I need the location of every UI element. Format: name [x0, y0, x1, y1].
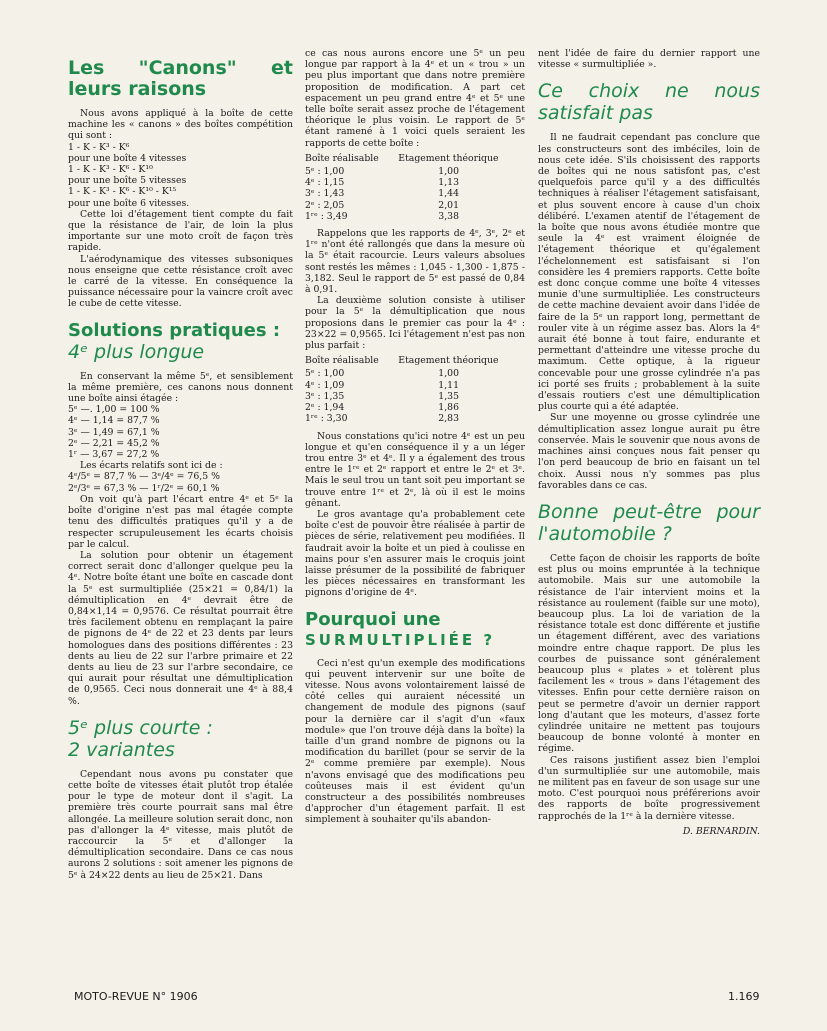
- heading-pourquoi-line1: Pourquoi une: [305, 608, 441, 630]
- table-cell: 1,35: [438, 390, 459, 402]
- heading-solutions-line1: Solutions pratiques :: [68, 319, 281, 341]
- heading-5e-plus-courte: [68, 717, 293, 761]
- formula-line: 1 - K - K³ - K⁶: [68, 141, 130, 153]
- paragraph: La solution pour obtenir un étagement correct serait donc d'allonger quelque peu la 4ᵉ. Notre boîte étant une boîte en cascade dont la 5ᵉ est surmultipliée (25×21 = 0,84/1) la démultiplication en 4ᵉ devrait être de 0,84×1,14 = 0,9576. Ce résultat pourrait être très facilement obtenu en remplaçant la paire de pignons de 4ᵉ de 22 et 23 dents par leurs homologues dans des positions différentes : 23 dents au lieu de 22 sur l'arbre primaire et 22 dents au lieu de 23 sur l'arbre secondaire, ce qui aurait pour résultat une démultiplication de 0,9565. Ceci nous donnerait une 4ᵉ à 88,4 %.: [68, 549, 293, 707]
- table-row: [305, 368, 525, 379]
- heading-5e-line2: 2 variantes: [68, 738, 175, 761]
- paragraph: Il ne faudrait cependant pas conclure que les constructeurs sont des imbéciles, loin de nous cete idée. S'ils choisissent des rapports de boîtes qui ne nous satisfont pas, c'est quelquefois parce qu'il y a des difficultés techniques à réaliser l'étagement satisfaisant, et plus souvent encore à cause d'un choix délibéré. L'examen atentif de l'étagement de la boîte que nous avons étudiée montre que seule la 4ᵉ est vraiment éloignée de l'étagement théorique et qu'également l'échelonnement est satisfaisant si l'on considère les 4 premiers rapports. Cette boîte est donc conçue comme une boîte 4 vitesses munie d'une surmultipliée. Les constructeurs de cette machine devaient avoir dans l'idée de faire de la 5ᵉ un rapport long, permettant de rouler vite à un régime assez bas. Alors la 4ᵉ aurait été bonne à tout faire, endurante et permettant d'atteindre une vitesse proche du maximum. Cette optique, à la rigueur concevable pour une grosse cylindrée n'a pas ici porté ses fruits ; probablement à la suite d'essais routiers c'est une démultiplication plus courte qui a été adaptée.: [538, 132, 760, 413]
- table-cell: 3ᵉ : 1,35: [305, 390, 345, 402]
- formula-line: pour une boîte 6 vitesses.: [68, 197, 190, 209]
- table-cell: 1,00: [438, 368, 459, 380]
- table-cell: 2,83: [438, 413, 459, 425]
- heading-ce-choix: Ce choix ne nous satisfait pas: [538, 80, 760, 125]
- table-row: [305, 413, 525, 424]
- heading-canons: Les "Canons" et leurs raisons: [68, 57, 293, 100]
- footer-page-number: 1.169: [728, 990, 760, 1003]
- table-header: Boîte réalisable: [305, 355, 379, 367]
- table-header-row: [305, 355, 525, 368]
- table-row: [305, 200, 525, 211]
- paragraph: Cependant nous avons pu constater que cette boîte de vitesses était plutôt trop étalée pour le type de moteur dont il s'agit. La première très courte pourrait sans mal être allongée. La meilleure solution serait donc, non pas d'allonger la 4ᵉ vitesse, mais plutôt de raccourcir la 5ᵉ et d'allonger la démultiplication secondaire. Dans ce cas nous aurons 2 solutions : soit amener les pignons de 5ᵉ à 24×22 dents au lieu de 25×21. Dans: [68, 768, 293, 881]
- heading-solutions: [68, 320, 293, 363]
- formula-line: pour une boîte 4 vitesses: [68, 152, 187, 164]
- stage-line: 1ʳ — 3,67 = 27,2 %: [68, 449, 160, 461]
- stage-line: 5ᵉ —. 1,00 = 100 %: [68, 404, 160, 416]
- ratio-table-2: [305, 355, 525, 424]
- table-row: [305, 177, 525, 188]
- table-cell: 1,11: [438, 379, 459, 391]
- paragraph: Ceci n'est qu'un exemple des modifications qui peuvent intervenir sur une boîte de vitesse. Nous avons volontairement laissé de côté celles qui auraient nécessité un changement de module des pignons (sauf pour la dernière car il s'agit d'un «faux module» que l'on trouve déjà dans la boîte) la taille d'un grand nombre de pignons ou la modification du barillet (pour se servir de la 2ᵉ comme première par exemple). Nous n'avons envisagé que des modifications peu coûteuses mais il est évident qu'un constructeur a des possibilités nombreuses d'approcher d'un étagement parfait. Il est simplement à souhaiter qu'ils abandon-: [305, 657, 525, 826]
- stage-line: 2ᵉ — 2,21 = 45,2 %: [68, 437, 160, 449]
- table-row: [305, 188, 525, 199]
- table-row: [305, 391, 525, 402]
- author-signature: D. BERNARDIN.: [682, 825, 760, 837]
- stage-line: 4ᵉ — 1,14 = 87,7 %: [68, 415, 160, 427]
- table-header-row: [305, 153, 525, 166]
- heading-5e-line1: 5ᵉ plus courte :: [68, 716, 213, 739]
- table-cell: 5ᵉ : 1,00: [305, 166, 345, 178]
- column-3: [538, 48, 760, 837]
- table-cell: 1ʳᵉ : 3,49: [305, 210, 348, 222]
- table-header: Boîte réalisable: [305, 152, 379, 164]
- table-header: Etagement théorique: [398, 152, 499, 164]
- table-row: [305, 166, 525, 177]
- formula-line: pour une boîte 5 vitesses: [68, 175, 187, 187]
- paragraph: Les écarts relatifs sont ici de :: [80, 460, 223, 472]
- heading-pourquoi-line2: SURMULTIPLIÉE ?: [305, 630, 496, 649]
- paragraph: Nous avons appliqué à la boîte de cette machine les « canons » des boîtes compétition qui sont :: [68, 108, 293, 142]
- table-cell: 2ᵉ : 1,94: [305, 402, 345, 414]
- paragraph: ce cas nous aurons encore une 5ᵉ un peu longue par rapport à la 4ᵉ et un « trou » un peu plus important que dans notre première proposition de modification. A part cet espacement un peu grand entre 4ᵉ et 5ᵉ une telle boîte serait assez proche de l'étagement théorique le plus voisin. Le rapport de 5ᵉ étant ramené à 1 voici quels seraient les rapports de cette boîte :: [305, 48, 525, 149]
- table-row: [305, 211, 525, 222]
- formula-block: [68, 142, 293, 209]
- paragraph: nent l'idée de faire du dernier rapport une vitesse « surmultipliée ».: [538, 48, 760, 71]
- paragraph: Cette façon de choisir les rapports de boîte est plus ou moins empruntée à la technique automobile. Mais sur une automobile la résistance de l'air intervient moins et la résistance au roulement (faible sur une moto), beaucoup plus. La loi de variation de la résistance totale est donc différente et justifie un étagement différent, avec des variations moindre entre chaque rapport. De plus les courbes de puissance sont généralement beaucoup plus « plates » et tolèrent plus facilement les « trous » dans l'étagement des vitesses. Enfin pour cette dernière raison on peut se permetre d'avoir un dernier rapport long d'autant que les moteurs, d'assez forte cylindrée unitaire ne mettent pas toujours beaucoup de bonne volonté à monter en régime.: [538, 552, 760, 755]
- paragraph: La deuxième solution consiste à utiliser pour la 5ᵉ la démultiplication que nous proposions dans le premier cas pour la 4ᵉ : 23×22 = 0,9565. Ici l'étagement n'est pas non plus parfait :: [305, 295, 525, 352]
- table-cell: 2,01: [438, 199, 459, 211]
- table-row: [305, 402, 525, 413]
- stage-line: 3ᵉ — 1,49 = 67,1 %: [68, 426, 160, 438]
- paragraph: Rappelons que les rapports de 4ᵉ, 3ᵉ, 2ᵉ et 1ʳᵉ n'ont été rallongés que dans la mesure où la 5ᵉ était racourcie. Leurs valeurs absolues sont restés les mêmes : 1,045 - 1,300 - 1,875 - 3,182. Seul le rapport de 5ᵉ est passé de 0,84 à 0,91.: [305, 228, 525, 296]
- table-cell: 1,00: [438, 166, 459, 178]
- column-2: [305, 48, 525, 826]
- formula-line: 1 - K - K³ - K⁶ - K¹⁰: [68, 164, 153, 176]
- table-cell: 3ᵉ : 1,43: [305, 188, 345, 200]
- table-cell: 2ᵉ : 2,05: [305, 199, 345, 211]
- footer-magazine: MOTO-REVUE N° 1906: [74, 990, 198, 1003]
- paragraph: En conservant la même 5ᵉ, et sensiblement la même première, ces canons nous donnent une boîte ainsi étagée :: [68, 370, 293, 405]
- ratio-table-1: [305, 153, 525, 222]
- paragraph: On voit qu'à part l'écart entre 4ᵉ et 5ᵉ la boîte d'origine n'est pas mal étagée compte tenu des difficultés pratiques qu'il y a de respecter scrupuleusement les écarts choisis par le calcul.: [68, 493, 293, 550]
- table-cell: 1,86: [438, 402, 459, 414]
- column-1: [68, 48, 293, 881]
- table-cell: 1ʳᵉ : 3,30: [305, 413, 348, 425]
- ecart-line: 2ᵉ/3ᵉ = 67,3 % — 1ʳ/2ᵉ = 60,1 %: [68, 482, 220, 494]
- heading-bonne-peut-etre: Bonne peut-être pour l'automobile ?: [538, 500, 760, 545]
- paragraph: Cette loi d'étagement tient compte du fait que la résistance de l'air, de loin la plus importante sur une moto croît de façon très rapide.: [68, 208, 293, 254]
- ecart-line: 4ᵉ/5ᵉ = 87,7 % — 3ᵉ/4ᵉ = 76,5 %: [68, 471, 220, 483]
- heading-solutions-line2: 4ᵉ plus longue: [68, 340, 205, 363]
- table-cell: 4ᵉ : 1,09: [305, 379, 345, 391]
- table-cell: 1,13: [438, 177, 459, 189]
- table-cell: 5ᵉ : 1,00: [305, 368, 345, 380]
- paragraph: Nous constations qu'ici notre 4ᵉ est un peu longue et qu'en conséquence il y a un léger trou entre 3ᵉ et 4ᵉ. Il y a également des trous entre le 1ʳᵉ et 2ᵉ rapport et entre le 2ᵉ et 3ᵉ. Mais le seul trou un tant soit peu important se trouve entre 1ʳᵉ et 2ᵉ, là où il est le moins gênant.: [305, 430, 525, 509]
- table-cell: 4ᵉ : 1,15: [305, 177, 345, 189]
- table-header: Etagement théorique: [398, 355, 499, 367]
- stage-list: [68, 404, 293, 460]
- paragraph: Le gros avantage qu'a probablement cete boîte c'est de pouvoir être réalisée à partir de pièces de série, relativement peu modifiées. Il faudrait avoir la boîte et un pied à coulisse en mains pour s'en assurer mais le croquis joint laisse présumer de la possibilité de fabriquer les pièces nécessaires en transformant les pignons d'origine de 4ᵉ.: [305, 508, 525, 599]
- table-cell: 1,44: [438, 188, 459, 200]
- paragraph: Sur une moyenne ou grosse cylindrée une démultiplication assez longue aurait pu être conservée. Mais le souvenir que nous avons de machines ainsi conçues nous fait penser qu l'on perd beaucoup de brio en faisant un tel choix. Aussi nous n'y sommes pas plus favorables dans ce cas.: [538, 412, 760, 491]
- table-cell: 3,38: [438, 210, 459, 222]
- paragraph: Ces raisons justifient assez bien l'emploi d'un surmultipliée sur une automobile, mais ne militent pas en faveur de son usage sur une moto. C'est pourquoi nous préférerions avoir des rapports de boîte progressivement rapprochés de la 1ʳᵉ à la dernière vitesse.: [538, 754, 760, 822]
- formula-line: 1 - K - K³ - K⁶ - K¹⁰ - K¹⁵: [68, 186, 177, 198]
- table-row: [305, 380, 525, 391]
- paragraph: L'aérodynamique des vitesses subsoniques nous enseigne que cette résistance croît avec le carré de la vitesse. En conséquence la puissance nécessaire pour la vaincre croît avec le cube de cette vitesse.: [68, 253, 293, 310]
- heading-pourquoi: [305, 609, 525, 650]
